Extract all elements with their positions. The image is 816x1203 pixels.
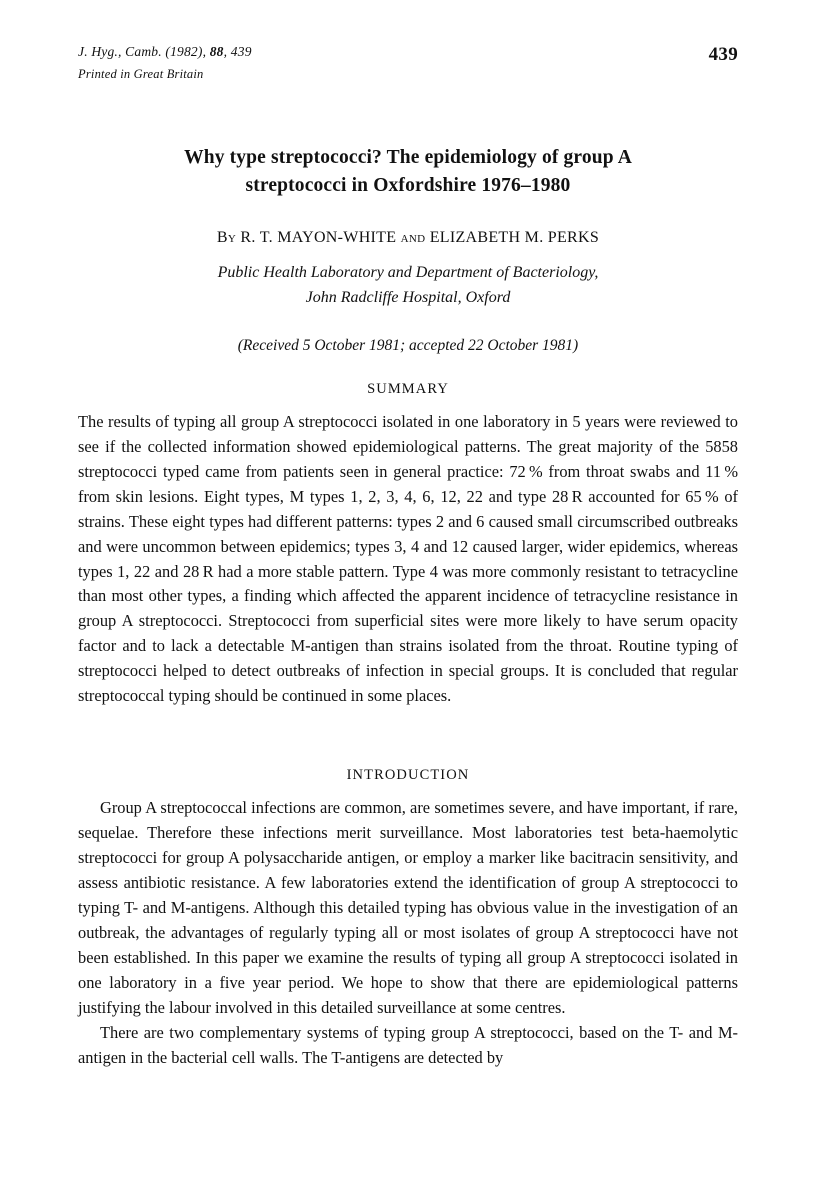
byline — [78, 229, 738, 247]
introduction-paragraph-1: Group A streptococcal infections are common, are sometimes severe, and have important, if rare, sequelae. Therefore these infections merit surveillance. Most laboratories test beta-haemolytic streptococci for group A polysaccharide antigen, or employ a marker like bacitracin sensitivity, and assess antibiotic resistance. A few laboratories extend the identification of group A streptococci to typing T- and M-antigens. Although this detailed typing has obvious value in the investigation of an outbreak, the advantages of regularly typing all or most isolates of group A streptococci have not been established. In this paper we examine the results of typing all group A streptococci isolated in one laboratory in a five year period. We hope to show that there are epidemiological patterns justifying the labour involved in this detailed surveillance at some centres. — [78, 798, 738, 1017]
title-line-1: Why type streptococci? The epidemiology of group A — [184, 146, 632, 168]
journal-name: J. Hyg., Camb. — [78, 44, 162, 59]
printed-in-note: Printed in Great Britain — [78, 66, 204, 81]
journal-page: , 439 — [223, 44, 252, 59]
byline-conjunction: and — [400, 229, 426, 247]
affiliation — [78, 261, 738, 311]
received-dates: (Received 5 October 1981; accepted 22 October 1981) — [237, 336, 579, 354]
summary-heading: SUMMARY — [367, 380, 449, 397]
running-head — [78, 42, 738, 82]
author-two: ELIZABETH M. PERKS — [429, 229, 600, 247]
page-title — [78, 144, 738, 199]
summary-paragraph: The results of typing all group A streptococci isolated in one laboratory in 5 years were reviewed to see if the collected information showed epidemiological patterns. The great majority of the 5858 streptococci typed came from patients seen in general practice: 72 % from throat swabs and 11 % from skin lesions. Eight types, M types 1, 2, 3, 4, 6, 12, 22 and type 28 R accounted for 65 % of strains. These eight types had different patterns: types 2 and 6 caused small circumscribed outbreaks and were uncommon between epidemics; types 3, 4 and 12 caused larger, wider epidemics, whereas types 1, 22 and 28 R had a more stable pattern. Type 4 was more commonly resistant to tetracycline than most other types, a finding which affected the apparent incidence of tetracycline resistance in group A streptococci. Streptococci from superficial sites were more likely to have serum opacity factor and to lack a detectable M-antigen than strains isolated from the throat. Routine typing of streptococci helped to detect outbreaks of infection in special groups. It is concluded that regular streptococcal typing should be continued in some places. — [78, 411, 738, 706]
journal-volume: 88 — [209, 44, 224, 59]
introduction-body — [78, 796, 738, 1070]
page-number: 439 — [708, 44, 738, 65]
title-line-2: streptococci in Oxfordshire 1976–1980 — [245, 174, 571, 196]
byline-prefix: By — [216, 229, 237, 247]
affiliation-line-2: John Radcliffe Hospital, Oxford — [305, 289, 511, 307]
page-content — [78, 42, 738, 1070]
journal-info-block — [78, 42, 252, 82]
summary-body — [78, 410, 738, 709]
introduction-paragraph-2: There are two complementary systems of typing group A streptococci, based on the T- and M-antigen in the bacterial cell walls. The T-antigens are detected by — [78, 1022, 738, 1067]
journal-year: (1982), — [165, 44, 207, 59]
affiliation-line-1: Public Health Laboratory and Department of Bacteriology, — [217, 264, 599, 282]
introduction-heading: INTRODUCTION — [346, 767, 470, 784]
author-one: R. T. MAYON-WHITE — [240, 229, 397, 247]
journal-citation — [78, 42, 252, 63]
